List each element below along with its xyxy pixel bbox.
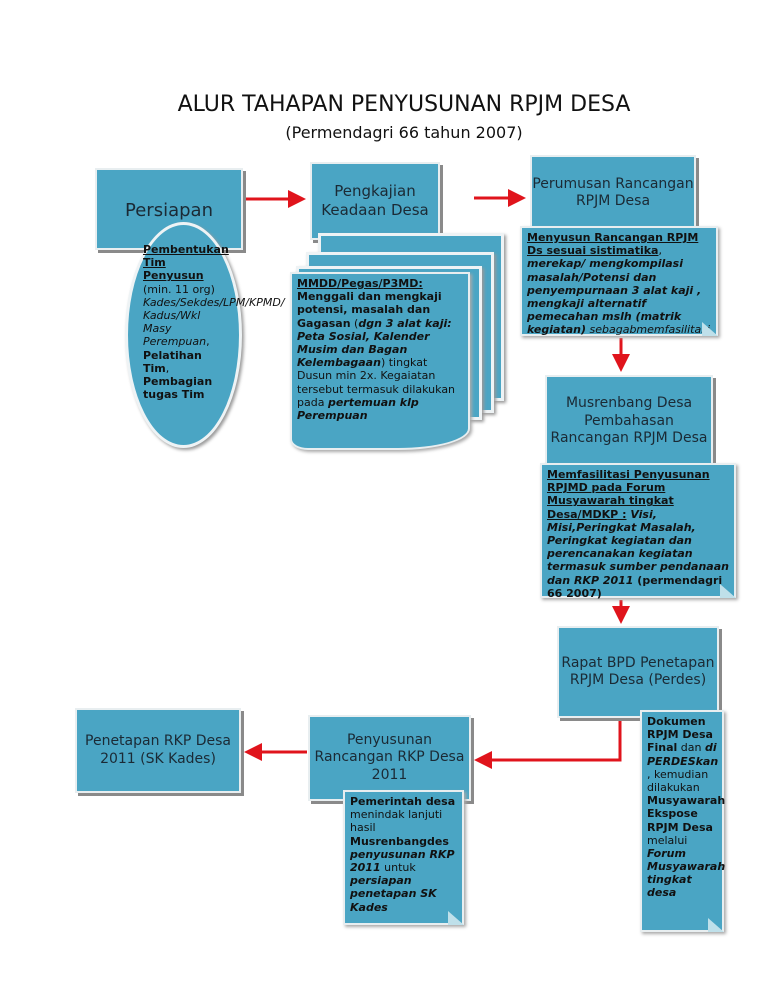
arrow-rapat-penyusunan — [480, 718, 620, 760]
step-rapat-bpd — [557, 626, 719, 718]
note-text-segment: , — [658, 244, 662, 258]
note-text-segment: merekap/ mengkompilasi masalah/Potensi dan penyempurnaan 3 alat kaji , mengkaji alternatif pemecahan mslh (matrik kegiatan) — [527, 257, 702, 337]
note-text-segment: menindak lanjuti hasil — [350, 808, 443, 835]
note-text-segment: Menyusun Rancangan RPJM Ds sesuai sistimatika — [527, 231, 699, 258]
note-text-segment: (min. 11 org) — [143, 282, 215, 296]
note-text — [350, 795, 455, 914]
note-text-segment: melalui — [647, 833, 688, 847]
note-text-segment: , kemudian dilakukan — [647, 767, 709, 794]
note-text-segment: (permendagri 66 2007) — [547, 573, 723, 600]
note-text-segment: , — [206, 335, 210, 349]
note-text-segment: MMDD/Pegas/P3MD: — [297, 277, 423, 290]
note-text-segment: Menggali dan mengkaji potensi, masalah dan Gagasan — [297, 290, 442, 330]
note-text-segment: Dokumen RPJM Desa Final — [647, 715, 713, 755]
note-text-segment: penyusunan RKP 2011 — [350, 847, 455, 874]
page-curl-icon — [702, 322, 718, 336]
step-penetapan-rkp — [75, 708, 241, 793]
note-text-segment: sebagabmemfasilitasi — [586, 323, 710, 337]
note-text-segment: , — [165, 361, 170, 375]
note-text-segment: ( — [350, 316, 359, 330]
note-text-segment: dan — [677, 741, 706, 755]
step-label: Persiapan — [125, 200, 213, 221]
note-perumusan — [520, 226, 718, 336]
note-text-segment: Pembagian tugas Tim — [143, 374, 213, 402]
note-text-segment: Pelatihan Tim — [143, 348, 202, 375]
note-text-segment: Memfasilitasi Penyusunan RPJMD pada Forum Musyawarah tingkat Desa/MDKP : — [547, 468, 710, 521]
note-text-segment: Musrenbangdes — [350, 834, 449, 848]
step-musrenbang — [545, 375, 713, 468]
note-text — [647, 715, 725, 899]
note-text-segment: Pembentukan Tim Penyusun — [143, 243, 229, 283]
note-text-segment: ) tingkat Dusun min 2x. Kegaiatan tersebut termasuk dilakukan pada — [297, 356, 456, 409]
note-text-segment: pertemuan klp Perempuan — [297, 395, 419, 422]
note-text-segment: Forum Musyawarah tingkat desa — [647, 846, 726, 900]
step-label: Penetapan RKP Desa 2011 (SK Kades) — [85, 733, 231, 767]
step-pengkajian — [310, 162, 440, 240]
page-curl-icon — [448, 911, 464, 925]
step-label: Perumusan Rancangan RPJM Desa — [532, 175, 694, 209]
note-rapat-bpd — [640, 710, 724, 932]
step-penyusunan-rkp — [308, 715, 471, 801]
page-curl-icon — [708, 918, 724, 932]
note-penyusunan-rkp — [343, 790, 464, 925]
note-text-segment: persiapan penetapan SK Kades — [350, 874, 437, 914]
step-label: Penyusunan Rancangan RKP Desa 2011 — [314, 731, 465, 783]
note-text — [527, 231, 710, 336]
note-text-segment: dgn 3 alat kaji: Peta Sosial, Kalender Musim dan Bagan Kelembagaan — [297, 316, 452, 370]
step-label: Musrenbang Desa Pembahasan Rancangan RPJM Desa — [550, 395, 708, 447]
note-musrenbang — [540, 463, 736, 598]
page-curl-icon — [720, 584, 736, 598]
step-label: Pengkajian Keadaan Desa — [321, 182, 429, 219]
note-text-segment: Pemerintah desa — [350, 795, 456, 808]
note-pengkajian — [290, 272, 470, 450]
step-label: Rapat BPD Penetapan RPJM Desa (Perdes) — [561, 654, 715, 688]
note-text-segment: Musyawarah Ekspose RPJM Desa — [647, 794, 726, 834]
note-text-segment: Kades/Sekdes/LPM/KPMD/ Kadus/Wkl Masy Perempuan — [143, 295, 285, 349]
note-persiapan — [125, 222, 285, 448]
note-text — [297, 277, 455, 422]
step-perumusan — [530, 155, 696, 231]
note-text-segment: Visi, Misi,Peringkat Masalah, Peringkat kegiatan dan perencanakan kegiatan termasuk sumber pendanaan dan RKP 2011 — [547, 507, 729, 587]
page-title: ALUR TAHAPAN PENYUSUNAN RPJM DESA — [177, 92, 631, 117]
note-text-segment: untuk — [380, 860, 416, 874]
note-text — [547, 468, 729, 600]
page-subtitle: (Permendagri 66 tahun 2007) — [285, 123, 523, 142]
note-text-segment: di PERDESkan — [647, 741, 719, 768]
